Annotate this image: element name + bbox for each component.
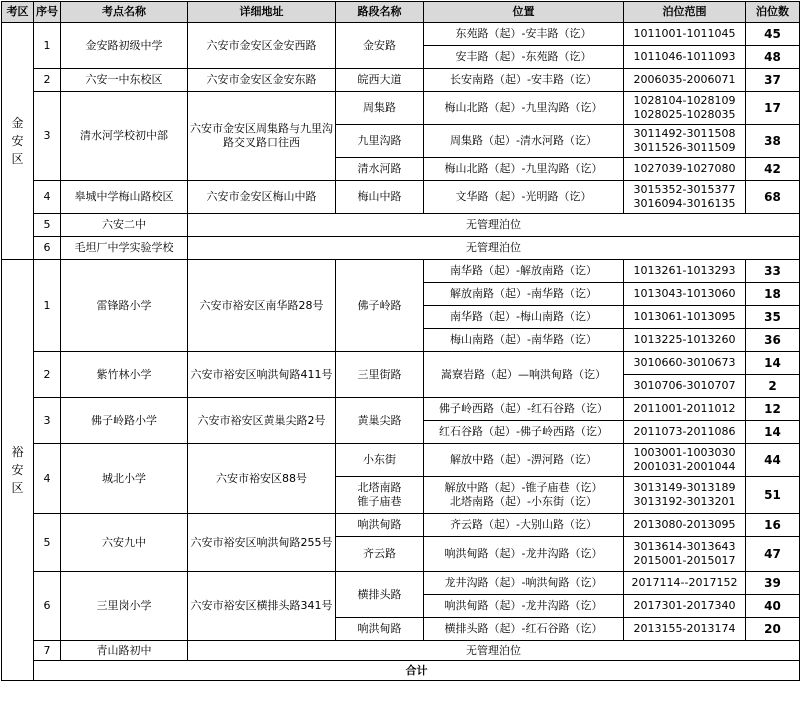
school-cell: 雷锋路小学: [61, 260, 188, 352]
address-cell: 六安市金安区周集路与九里沟路交叉路口往西: [188, 92, 336, 181]
header-school: 考点名称: [61, 2, 188, 23]
school-cell: 城北小学: [61, 444, 188, 514]
address-cell: 六安市裕安区黄巢尖路2号: [188, 398, 336, 444]
range-cell: [624, 125, 746, 158]
range-cell: 2006035-2006071: [624, 69, 746, 92]
table-row: [2, 23, 800, 46]
road-line: 锥子庙巷: [357, 495, 402, 508]
seq-cell: 1: [34, 260, 61, 352]
address-cell: 六安市裕安区横排头路341号: [188, 572, 336, 641]
address-cell: 六安市金安区金安西路: [188, 23, 336, 69]
count-cell: 40: [746, 595, 800, 618]
range-line: 3015352-3015377: [633, 183, 736, 196]
address-cell: 六安市裕安区响洪甸路255号: [188, 514, 336, 572]
range-line: 1028104-1028109: [633, 94, 736, 107]
address-cell: 六安市金安区金安东路: [188, 69, 336, 92]
range-cell: 3010706-3010707: [624, 375, 746, 398]
road-cell: 小东街: [336, 444, 424, 477]
table-row: [2, 398, 800, 421]
district-cell-yuan: 裕安区: [2, 260, 34, 681]
address-cell: 六安市裕安区南华路28号: [188, 260, 336, 352]
seq-cell: 5: [34, 514, 61, 572]
seq-cell: 3: [34, 92, 61, 181]
position-cell: 红石谷路（起）-佛子岭西路（讫）: [424, 421, 624, 444]
range-cell: 2011073-2011086: [624, 421, 746, 444]
table-row: [2, 641, 800, 661]
header-range: 泊位范围: [624, 2, 746, 23]
seq-cell: 3: [34, 398, 61, 444]
position-cell: 安丰路（起）-东苑路（讫）: [424, 46, 624, 69]
position-cell: 响洪甸路（起）-龙井沟路（讫）: [424, 537, 624, 572]
count-cell: 44: [746, 444, 800, 477]
range-cell: 2013155-2013174: [624, 618, 746, 641]
seq-cell: 2: [34, 69, 61, 92]
header-road: 路段名称: [336, 2, 424, 23]
range-line: 3013614-3013643: [633, 540, 736, 553]
count-cell: 12: [746, 398, 800, 421]
total-label: 合计: [34, 661, 800, 681]
count-cell: 42: [746, 158, 800, 181]
road-cell: 清水河路: [336, 158, 424, 181]
seq-cell: 1: [34, 23, 61, 69]
position-cell: 齐云路（起）-大别山路（讫）: [424, 514, 624, 537]
header-address: 详细地址: [188, 2, 336, 23]
position-cell: 佛子岭西路（起）-红石谷路（讫）: [424, 398, 624, 421]
position-line: 解放中路（起）-锥子庙巷（讫）: [444, 481, 603, 494]
position-cell: 解放南路（起）-南华路（讫）: [424, 283, 624, 306]
position-cell: 长安南路（起）-安丰路（讫）: [424, 69, 624, 92]
position-cell: 嵩寮岩路（起）—响洪甸路（讫）: [424, 352, 624, 398]
count-cell: 17: [746, 92, 800, 125]
position-cell: 响洪甸路（起）-龙井沟路（讫）: [424, 595, 624, 618]
table-row: [2, 572, 800, 595]
school-cell: 青山路初中: [61, 641, 188, 661]
range-cell: 1027039-1027080: [624, 158, 746, 181]
range-line: 3016094-3016135: [633, 197, 736, 210]
school-cell: 佛子岭路小学: [61, 398, 188, 444]
no-parking-note: 无管理泊位: [188, 641, 800, 661]
range-cell: [624, 444, 746, 477]
school-cell: 清水河学校初中部: [61, 92, 188, 181]
school-cell: 皋城中学梅山路校区: [61, 181, 188, 214]
school-cell: 三里岗小学: [61, 572, 188, 641]
position-cell: 南华路（起）-梅山南路（讫）: [424, 306, 624, 329]
range-cell: [624, 92, 746, 125]
table-row: [2, 444, 800, 477]
no-parking-note: 无管理泊位: [188, 214, 800, 237]
seq-cell: 4: [34, 181, 61, 214]
school-cell: 六安一中东校区: [61, 69, 188, 92]
position-cell: 文华路（起）-光明路（讫）: [424, 181, 624, 214]
position-cell: 南华路（起）-解放南路（讫）: [424, 260, 624, 283]
range-cell: 2017301-2017340: [624, 595, 746, 618]
total-row: [2, 661, 800, 681]
count-cell: 33: [746, 260, 800, 283]
road-cell: 三里街路: [336, 352, 424, 398]
road-cell: 佛子岭路: [336, 260, 424, 352]
school-cell: 六安二中: [61, 214, 188, 237]
address-cell: 六安市裕安区88号: [188, 444, 336, 514]
range-line: 2015001-2015017: [633, 554, 736, 567]
seq-cell: 7: [34, 641, 61, 661]
position-line: 北塔南路（起）-小东街（讫）: [450, 495, 597, 508]
position-cell: 梅山北路（起）-九里沟路（讫）: [424, 92, 624, 125]
range-line: 2001031-2001044: [633, 460, 736, 473]
position-cell: 东苑路（起）-安丰路（讫）: [424, 23, 624, 46]
road-cell: 黄巢尖路: [336, 398, 424, 444]
road-cell: 响洪甸路: [336, 618, 424, 641]
header-position: 位置: [424, 2, 624, 23]
header-row: [2, 2, 800, 23]
seq-cell: 6: [34, 237, 61, 260]
position-cell: 横排头路（起）-红石谷路（讫）: [424, 618, 624, 641]
count-cell: 39: [746, 572, 800, 595]
no-parking-note: 无管理泊位: [188, 237, 800, 260]
range-cell: [624, 477, 746, 514]
range-cell: 2013080-2013095: [624, 514, 746, 537]
range-line: 3013149-3013189: [633, 481, 736, 494]
table-row: [2, 260, 800, 283]
table-row: [2, 514, 800, 537]
header-seq: 序号: [34, 2, 61, 23]
position-cell: 梅山南路（起）-南华路（讫）: [424, 329, 624, 352]
range-cell: [624, 537, 746, 572]
seq-cell: 2: [34, 352, 61, 398]
count-cell: 20: [746, 618, 800, 641]
road-cell: 横排头路: [336, 572, 424, 618]
range-cell: [624, 181, 746, 214]
count-cell: 35: [746, 306, 800, 329]
address-cell: 六安市金安区梅山中路: [188, 181, 336, 214]
seq-cell: 6: [34, 572, 61, 641]
road-cell: [336, 477, 424, 514]
count-cell: 38: [746, 125, 800, 158]
header-count: 泊位数: [746, 2, 800, 23]
count-cell: 14: [746, 352, 800, 375]
parking-table: [1, 1, 800, 681]
range-line: 1028025-1028035: [633, 108, 736, 121]
range-cell: 2017114--2017152: [624, 572, 746, 595]
range-cell: 1013261-1013293: [624, 260, 746, 283]
position-cell: 解放中路（起）-淠河路（讫）: [424, 444, 624, 477]
district-cell-jinan: 金安区: [2, 23, 34, 260]
range-line: 3011492-3011508: [633, 127, 736, 140]
count-cell: 18: [746, 283, 800, 306]
position-cell: [424, 477, 624, 514]
road-cell: 金安路: [336, 23, 424, 69]
table-row: [2, 237, 800, 260]
count-cell: 47: [746, 537, 800, 572]
position-cell: 龙井沟路（起）-响洪甸路（讫）: [424, 572, 624, 595]
seq-cell: 4: [34, 444, 61, 514]
school-cell: 紫竹林小学: [61, 352, 188, 398]
range-cell: 3010660-3010673: [624, 352, 746, 375]
range-cell: 1011001-1011045: [624, 23, 746, 46]
count-cell: 36: [746, 329, 800, 352]
range-cell: 2011001-2011012: [624, 398, 746, 421]
range-cell: 1011046-1011093: [624, 46, 746, 69]
road-cell: 周集路: [336, 92, 424, 125]
range-cell: 1013225-1013260: [624, 329, 746, 352]
range-line: 3013192-3013201: [633, 495, 736, 508]
table-row: [2, 352, 800, 375]
road-cell: 响洪甸路: [336, 514, 424, 537]
range-line: 1003001-1003030: [633, 446, 736, 459]
address-cell: 六安市裕安区响洪甸路411号: [188, 352, 336, 398]
table-row: [2, 214, 800, 237]
header-district: 考区: [2, 2, 34, 23]
count-cell: 2: [746, 375, 800, 398]
position-cell: 梅山北路（起）-九里沟路（讫）: [424, 158, 624, 181]
road-cell: 齐云路: [336, 537, 424, 572]
count-cell: 68: [746, 181, 800, 214]
school-cell: 金安路初级中学: [61, 23, 188, 69]
school-cell: 六安九中: [61, 514, 188, 572]
range-cell: 1013061-1013095: [624, 306, 746, 329]
position-cell: 周集路（起）-清水河路（讫）: [424, 125, 624, 158]
range-line: 3011526-3011509: [633, 141, 736, 154]
road-line: 北塔南路: [357, 481, 402, 494]
road-cell: 九里沟路: [336, 125, 424, 158]
school-cell: 毛坦厂中学实验学校: [61, 237, 188, 260]
count-cell: 48: [746, 46, 800, 69]
count-cell: 14: [746, 421, 800, 444]
seq-cell: 5: [34, 214, 61, 237]
table-row: [2, 69, 800, 92]
count-cell: 45: [746, 23, 800, 46]
table-row: [2, 92, 800, 125]
road-cell: 皖西大道: [336, 69, 424, 92]
count-cell: 51: [746, 477, 800, 514]
count-cell: 37: [746, 69, 800, 92]
road-cell: 梅山中路: [336, 181, 424, 214]
range-cell: 1013043-1013060: [624, 283, 746, 306]
count-cell: 16: [746, 514, 800, 537]
table-row: [2, 181, 800, 214]
